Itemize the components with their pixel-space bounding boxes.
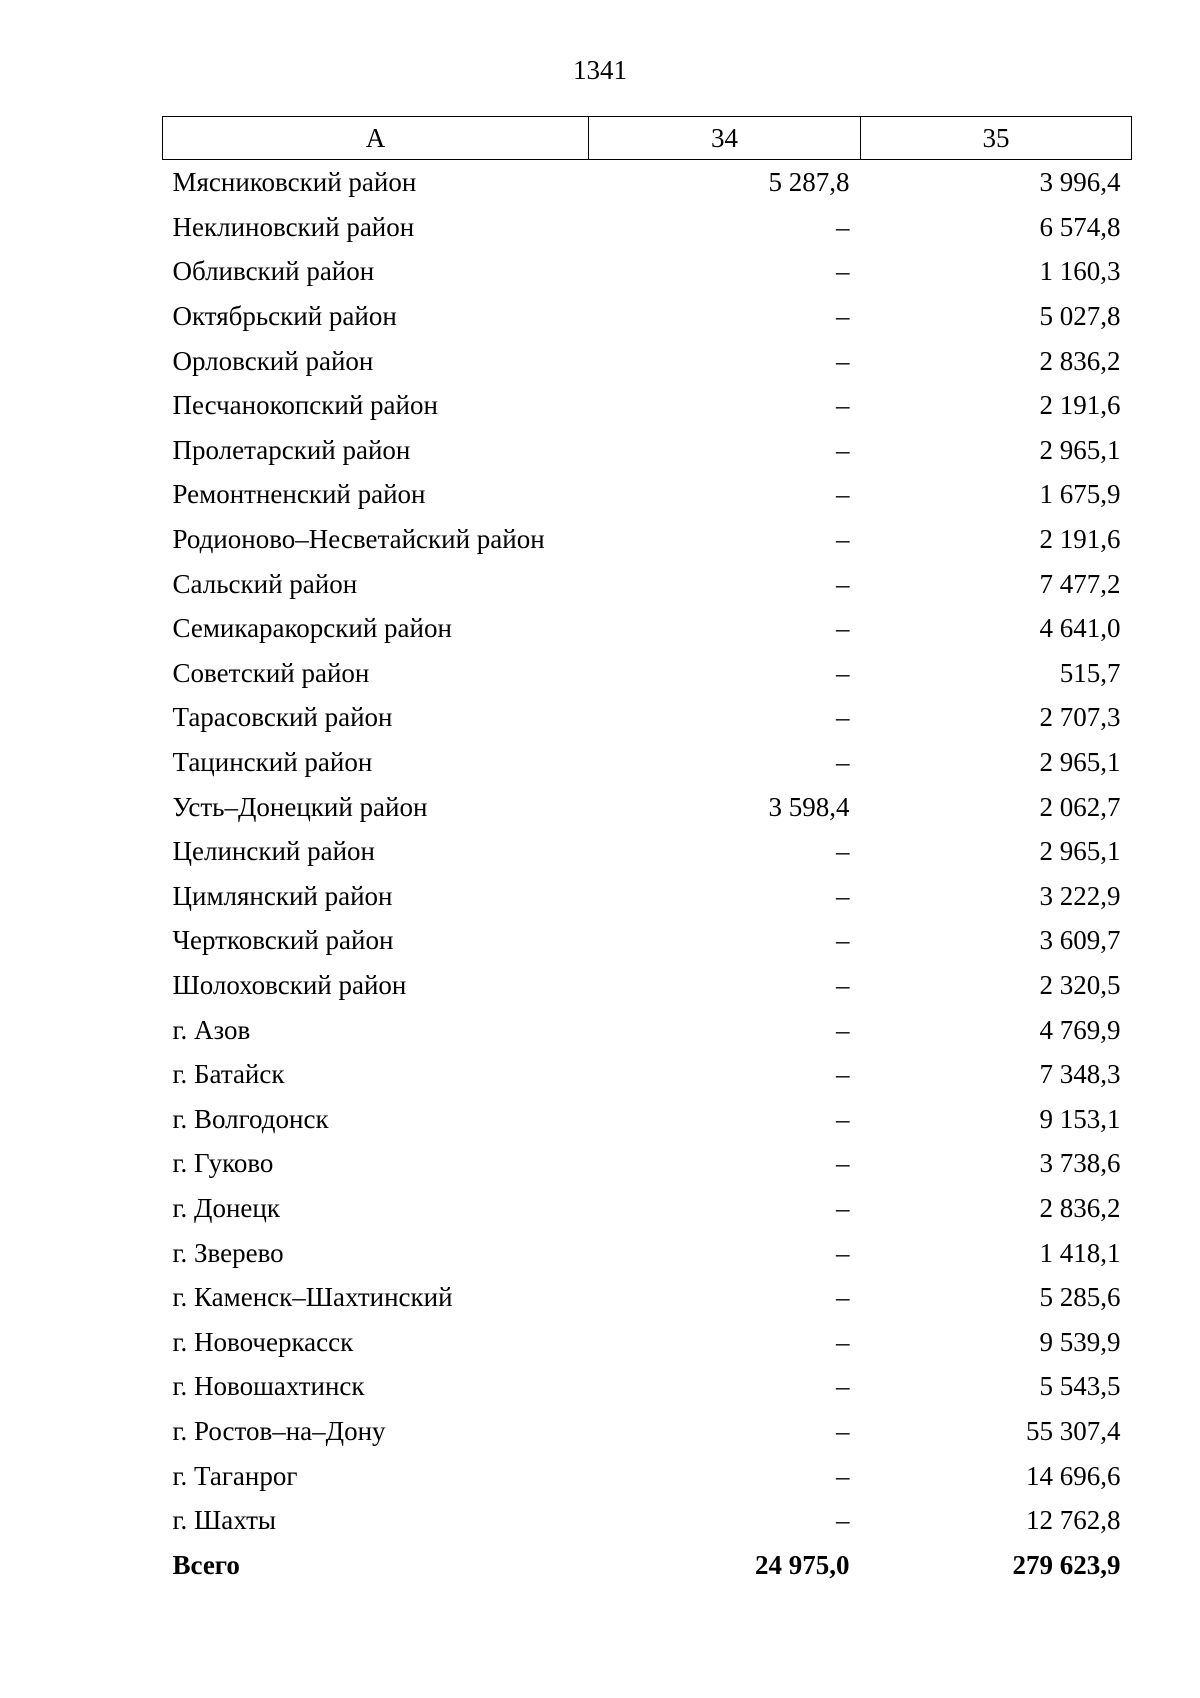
row-value-35: 2 062,7 <box>1039 791 1121 822</box>
table-row <box>163 160 1132 205</box>
row-name: Целинский район <box>172 836 375 867</box>
column-header-a: А <box>163 117 589 160</box>
table-row <box>163 1364 1132 1409</box>
row-name: г. Каменск–Шахтинский <box>172 1282 453 1313</box>
row-value-34: – <box>836 836 850 867</box>
row-name: Советский район <box>172 657 370 688</box>
row-value-34: – <box>836 657 850 688</box>
row-name: г. Донецк <box>172 1192 280 1223</box>
table-row <box>163 1096 1132 1141</box>
row-name: Октябрьский район <box>172 301 397 332</box>
row-value-34: – <box>836 613 850 644</box>
table-row <box>163 1275 1132 1320</box>
table-row <box>163 651 1132 696</box>
row-value-35: 2 965,1 <box>1039 836 1121 867</box>
row-value-35: 6 574,8 <box>1039 211 1121 242</box>
row-value-34: – <box>836 1059 850 1090</box>
table-row <box>163 294 1132 339</box>
table-row <box>163 249 1132 294</box>
row-value-34: – <box>836 345 850 376</box>
row-value-34: – <box>836 1505 850 1536</box>
row-value-34: – <box>836 1460 850 1491</box>
row-value-34: – <box>836 256 850 287</box>
data-table <box>162 116 1132 1587</box>
row-name: Усть–Донецкий район <box>172 791 428 822</box>
row-name: Цимлянский район <box>172 880 393 911</box>
row-value-35: 2 965,1 <box>1039 747 1121 778</box>
table-row <box>163 383 1132 428</box>
row-value-35: 3 222,9 <box>1039 880 1121 911</box>
row-value-34: – <box>836 1237 850 1268</box>
table-row <box>163 1230 1132 1275</box>
row-name: г. Шахты <box>172 1505 277 1536</box>
row-value-35: 9 539,9 <box>1039 1326 1121 1357</box>
row-value-34: – <box>836 702 850 733</box>
row-value-34: 5 287,8 <box>768 167 850 198</box>
table-row <box>163 428 1132 473</box>
row-value-35: 3 996,4 <box>1039 167 1121 198</box>
row-value-34: – <box>836 1192 850 1223</box>
row-value-35: 2 707,3 <box>1039 702 1121 733</box>
table-row <box>163 829 1132 874</box>
table-row <box>163 1186 1132 1231</box>
row-name: г. Азов <box>172 1014 251 1045</box>
row-value-35: 5 543,5 <box>1039 1371 1121 1402</box>
row-name: Семикаракорский район <box>172 613 452 644</box>
row-name: г. Гуково <box>172 1148 274 1179</box>
row-value-34: – <box>836 1415 850 1446</box>
table-row <box>163 1453 1132 1498</box>
row-name: Шолоховский район <box>172 969 407 1000</box>
row-value-34: – <box>836 390 850 421</box>
row-value-34: – <box>836 747 850 778</box>
row-name: Орловский район <box>172 345 374 376</box>
table-row <box>163 1409 1132 1454</box>
total-value-35: 279 623,9 <box>1012 1549 1121 1580</box>
column-header-35: 35 <box>861 117 1132 160</box>
table-row <box>163 1319 1132 1364</box>
row-value-35: 2 836,2 <box>1039 345 1121 376</box>
row-value-35: 2 191,6 <box>1039 390 1121 421</box>
row-value-35: 3 609,7 <box>1039 925 1121 956</box>
row-value-35: 55 307,4 <box>1026 1415 1121 1446</box>
row-value-35: 9 153,1 <box>1039 1103 1121 1134</box>
table-row <box>163 740 1132 785</box>
row-value-35: 1 160,3 <box>1039 256 1121 287</box>
row-value-34: – <box>836 969 850 1000</box>
row-value-34: – <box>836 434 850 465</box>
row-value-34: – <box>836 211 850 242</box>
row-name: г. Новочеркасск <box>172 1326 354 1357</box>
table-row <box>163 561 1132 606</box>
table-row <box>163 874 1132 919</box>
table-row <box>163 606 1132 651</box>
column-header-34: 34 <box>589 117 861 160</box>
row-value-35: 7 477,2 <box>1039 568 1121 599</box>
row-value-34: 3 598,4 <box>768 791 850 822</box>
page-number: 1341 <box>573 55 627 85</box>
row-value-35: 2 320,5 <box>1039 969 1121 1000</box>
row-value-34: – <box>836 925 850 956</box>
table-header-row <box>163 117 1132 160</box>
table-row <box>163 1007 1132 1052</box>
table-row <box>163 918 1132 963</box>
row-value-34: – <box>836 1282 850 1313</box>
row-name: Песчанокопский район <box>172 390 438 421</box>
row-name: Чертковский район <box>172 925 394 956</box>
row-value-35: 5 027,8 <box>1039 301 1121 332</box>
table-row <box>163 963 1132 1008</box>
row-value-34: – <box>836 568 850 599</box>
row-name: г. Батайск <box>172 1059 285 1090</box>
table-row <box>163 205 1132 250</box>
table-row <box>163 338 1132 383</box>
row-name: Пролетарский район <box>172 434 411 465</box>
row-value-35: 1 675,9 <box>1039 479 1121 510</box>
table-row <box>163 784 1132 829</box>
row-name: Обливский район <box>172 256 375 287</box>
row-name: Мясниковский район <box>172 167 417 198</box>
row-value-34: – <box>836 1148 850 1179</box>
row-name: Сальский район <box>172 568 358 599</box>
row-name: г. Ростов–на–Дону <box>172 1415 386 1446</box>
row-name: Тарасовский район <box>172 702 393 733</box>
table-row <box>163 472 1132 517</box>
row-name: Родионово–Несветайский район <box>172 524 545 555</box>
row-value-35: 5 285,6 <box>1039 1282 1121 1313</box>
row-name: Неклиновский район <box>172 211 415 242</box>
row-value-35: 2 965,1 <box>1039 434 1121 465</box>
total-label: Всего <box>172 1549 240 1580</box>
table-row <box>163 1052 1132 1097</box>
row-value-34: – <box>836 524 850 555</box>
table-row <box>163 1498 1132 1543</box>
row-name: Ремонтненский район <box>172 479 426 510</box>
row-name: г. Новошахтинск <box>172 1371 365 1402</box>
row-value-35: 515,7 <box>1059 657 1121 688</box>
row-value-34: – <box>836 1371 850 1402</box>
row-value-35: 1 418,1 <box>1039 1237 1121 1268</box>
table-body <box>163 160 1132 1588</box>
row-value-35: 7 348,3 <box>1039 1059 1121 1090</box>
row-name: г. Таганрог <box>172 1460 298 1491</box>
row-value-35: 3 738,6 <box>1039 1148 1121 1179</box>
table-row <box>163 695 1132 740</box>
row-name: Тацинский район <box>172 747 373 778</box>
row-value-34: – <box>836 479 850 510</box>
table-row <box>163 1141 1132 1186</box>
row-value-34: – <box>836 1103 850 1134</box>
total-value-34: 24 975,0 <box>755 1549 850 1580</box>
row-value-35: 14 696,6 <box>1026 1460 1121 1491</box>
row-value-35: 4 641,0 <box>1039 613 1121 644</box>
row-value-35: 2 191,6 <box>1039 524 1121 555</box>
row-value-35: 2 836,2 <box>1039 1192 1121 1223</box>
row-value-34: – <box>836 1014 850 1045</box>
row-value-35: 12 762,8 <box>1026 1505 1121 1536</box>
table-total-row <box>163 1542 1132 1587</box>
row-value-34: – <box>836 301 850 332</box>
row-name: г. Зверево <box>172 1237 284 1268</box>
table-row <box>163 517 1132 562</box>
row-value-34: – <box>836 880 850 911</box>
row-value-35: 4 769,9 <box>1039 1014 1121 1045</box>
row-value-34: – <box>836 1326 850 1357</box>
row-name: г. Волгодонск <box>172 1103 329 1134</box>
